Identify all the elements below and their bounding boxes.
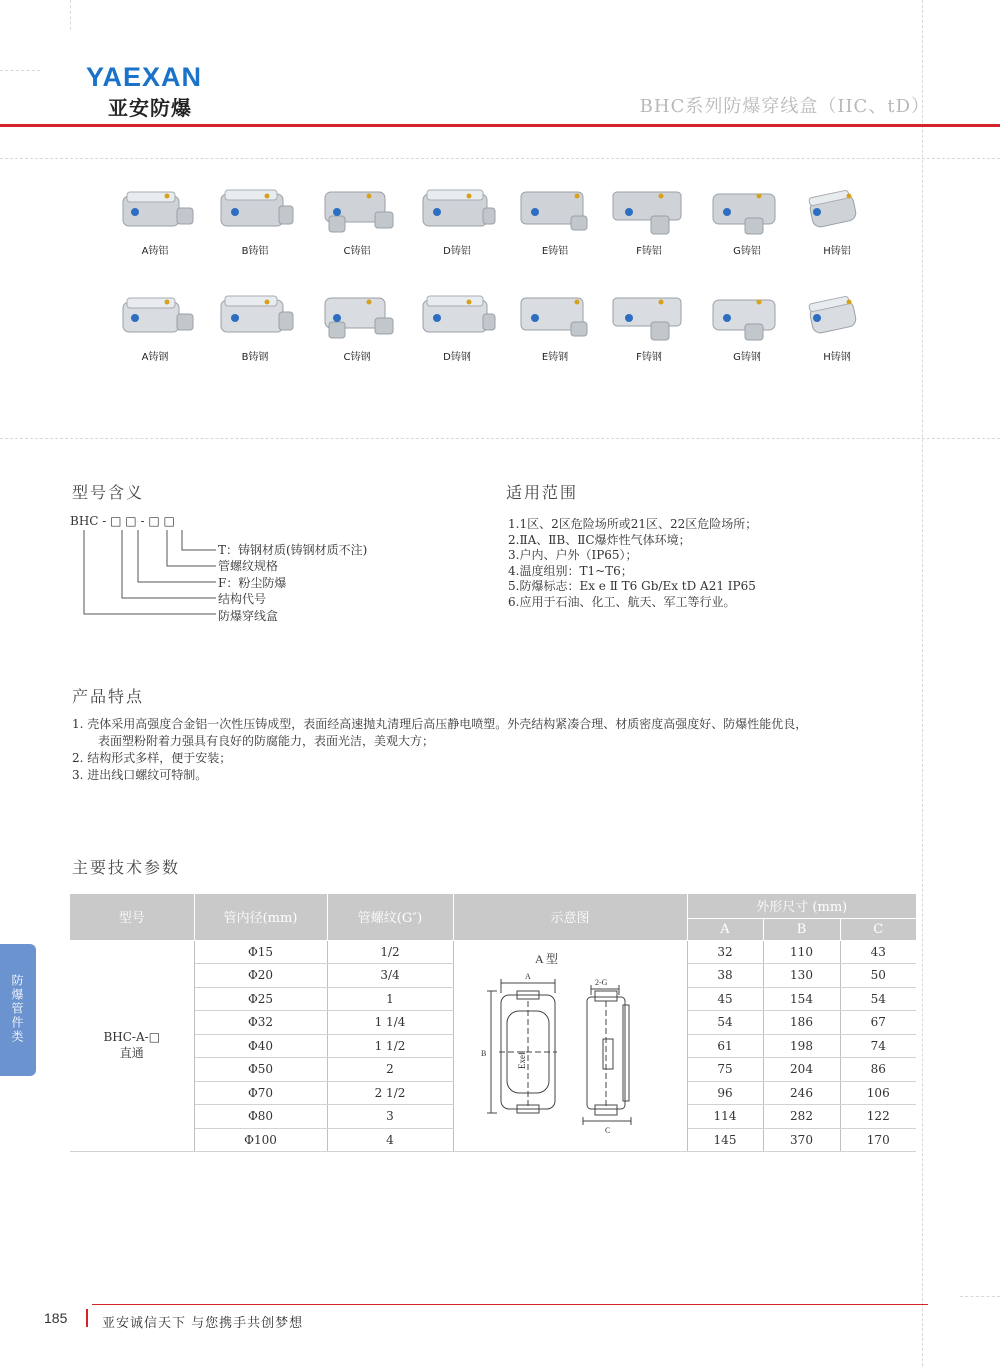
product-item bbox=[412, 182, 502, 257]
diagram-dim-b: B bbox=[481, 1048, 487, 1058]
cell-thread: 2 bbox=[327, 1058, 453, 1082]
footer-slogan: 亚安诚信天下 与您携手共创梦想 bbox=[102, 1316, 304, 1331]
product-label: F铸钢 bbox=[636, 352, 662, 363]
feature-item: 3. 进出线口螺纹可特制。 bbox=[72, 768, 208, 782]
category-label: 防爆管件类 bbox=[10, 974, 24, 1044]
product-item bbox=[312, 288, 402, 363]
guide-line bbox=[0, 158, 1000, 159]
product-photo bbox=[415, 182, 499, 238]
cell-thread: 1 1/2 bbox=[327, 1034, 453, 1058]
product-photo bbox=[795, 182, 879, 238]
features-title: 产品特点 bbox=[72, 687, 145, 706]
cell-thread: 3/4 bbox=[327, 964, 453, 988]
scope-item: 3.户内、户外（IP65）； bbox=[508, 548, 638, 562]
product-photo bbox=[705, 182, 789, 238]
scope-item: 6.应用于石油、化工、航天、军工等行业。 bbox=[508, 594, 736, 609]
scope-title: 适用范围 bbox=[506, 483, 579, 502]
product-label: C铸钢 bbox=[343, 352, 371, 363]
diagram-ex-mark: ExeⅡ bbox=[517, 1050, 527, 1069]
product-item bbox=[210, 182, 300, 257]
cell-dim-a: 38 bbox=[687, 964, 763, 988]
scope-item: 1.1区、2区危险场所或21区、22区危险场所； bbox=[508, 517, 758, 531]
product-item bbox=[604, 182, 694, 257]
product-photo bbox=[415, 288, 499, 344]
scope-item: 2.ⅡA、ⅡB、ⅡC爆炸性气体环境； bbox=[508, 532, 691, 547]
product-photo bbox=[607, 288, 691, 344]
cell-dim-c: 106 bbox=[840, 1081, 916, 1105]
header-dimensions: 外形尺寸 (mm) bbox=[687, 894, 916, 918]
brand-logo-cn: 亚安防爆 bbox=[108, 96, 192, 120]
guide-line bbox=[0, 438, 1000, 439]
cell-thread: 1 bbox=[327, 987, 453, 1011]
footer-divider bbox=[86, 1309, 88, 1327]
product-photo bbox=[513, 182, 597, 238]
cell-thread: 2 1/2 bbox=[327, 1081, 453, 1105]
product-label: A铸钢 bbox=[141, 352, 169, 363]
cell-dim-b: 370 bbox=[763, 1128, 840, 1152]
product-photo bbox=[513, 288, 597, 344]
model-name: BHC-A-□ bbox=[103, 1030, 161, 1045]
product-label: H铸铝 bbox=[823, 246, 851, 257]
cell-dim-b: 110 bbox=[763, 940, 840, 964]
product-photo bbox=[113, 288, 197, 344]
cell-dim-a: 145 bbox=[687, 1128, 763, 1152]
product-label: D铸钢 bbox=[443, 352, 471, 363]
product-photo bbox=[607, 182, 691, 238]
product-item bbox=[412, 288, 502, 363]
cell-inner-diameter: Φ50 bbox=[194, 1058, 327, 1082]
cell-dim-a: 45 bbox=[687, 987, 763, 1011]
product-label: D铸铝 bbox=[443, 246, 471, 257]
product-item bbox=[792, 288, 882, 363]
product-item bbox=[312, 182, 402, 257]
model-item: 管螺纹规格 bbox=[218, 559, 279, 574]
product-label: E铸铝 bbox=[541, 246, 569, 257]
header-model: 型号 bbox=[70, 894, 194, 940]
diagram-label: A 型 bbox=[535, 951, 559, 966]
product-item bbox=[702, 288, 792, 363]
cell-dim-c: 170 bbox=[840, 1128, 916, 1152]
model-meaning-title: 型号含义 bbox=[72, 483, 145, 502]
cell-dim-b: 204 bbox=[763, 1058, 840, 1082]
table-row bbox=[70, 940, 916, 964]
product-photo bbox=[213, 288, 297, 344]
product-item bbox=[110, 182, 200, 257]
feature-item: 表面塑粉附着力强具有良好的防腐能力，表面光洁，美观大方； bbox=[98, 734, 435, 748]
cell-dim-c: 50 bbox=[840, 964, 916, 988]
model-item: T：铸钢材质(铸钢材质不注) bbox=[218, 543, 368, 557]
cell-dim-c: 122 bbox=[840, 1105, 916, 1129]
specs-title: 主要技术参数 bbox=[72, 858, 181, 877]
diagram-dim-c: C bbox=[605, 1125, 611, 1135]
scope-list bbox=[508, 517, 757, 610]
cell-thread: 4 bbox=[327, 1128, 453, 1152]
feature-item: 2. 结构形式多样，便于安装； bbox=[72, 751, 232, 765]
cell-inner-diameter: Φ80 bbox=[194, 1105, 327, 1129]
cell-inner-diameter: Φ25 bbox=[194, 987, 327, 1011]
product-photo bbox=[795, 288, 879, 344]
page-number: 185 bbox=[44, 1310, 68, 1326]
product-item bbox=[510, 182, 600, 257]
a-type-drawing bbox=[455, 941, 685, 1141]
product-photo bbox=[315, 182, 399, 238]
diagram-cell bbox=[453, 940, 687, 1152]
features-list bbox=[72, 716, 807, 784]
cell-thread: 3 bbox=[327, 1105, 453, 1129]
cell-dim-c: 67 bbox=[840, 1011, 916, 1035]
guide-line bbox=[922, 0, 923, 1366]
specs-table bbox=[70, 894, 916, 1152]
product-label: E铸钢 bbox=[541, 352, 569, 363]
brand-logo-en: YAEXAN bbox=[86, 62, 203, 92]
page-title: BHC系列防爆穿线盒（IIC、tD） bbox=[639, 96, 930, 117]
scope-item: 5.防爆标志：Ex e Ⅱ T6 Gb/Ex tD A21 IP65 bbox=[508, 579, 756, 593]
model-item: 结构代号 bbox=[218, 592, 267, 607]
model-meaning-list bbox=[218, 542, 367, 624]
cell-thread: 1 1/4 bbox=[327, 1011, 453, 1035]
category-side-tab bbox=[0, 944, 36, 1076]
product-photo bbox=[213, 182, 297, 238]
header-diagram: 示意图 bbox=[453, 894, 687, 940]
product-label: G铸钢 bbox=[733, 352, 761, 363]
cell-dim-b: 282 bbox=[763, 1105, 840, 1129]
cell-inner-diameter: Φ32 bbox=[194, 1011, 327, 1035]
cell-inner-diameter: Φ100 bbox=[194, 1128, 327, 1152]
header-rule bbox=[0, 124, 1000, 127]
product-item bbox=[110, 288, 200, 363]
product-label: A铸铝 bbox=[141, 246, 169, 257]
feature-item: 1. 壳体采用高强度合金铝一次性压铸成型，表面经高速抛丸清理后高压静电喷塑。外壳结构紧凑合理、材质密度高强度好、防爆性能优良， bbox=[72, 717, 808, 731]
scope-item: 4.温度组别：T1~T6； bbox=[508, 563, 633, 578]
cell-dim-c: 54 bbox=[840, 987, 916, 1011]
product-item bbox=[210, 288, 300, 363]
cell-dim-b: 130 bbox=[763, 964, 840, 988]
header-inner-diameter: 管内径(mm) bbox=[194, 894, 327, 940]
cell-dim-c: 74 bbox=[840, 1034, 916, 1058]
product-photo bbox=[315, 288, 399, 344]
cell-dim-c: 43 bbox=[840, 940, 916, 964]
header-dim-b: B bbox=[763, 918, 840, 940]
footer-rule bbox=[92, 1304, 928, 1305]
model-cell bbox=[70, 940, 194, 1152]
cell-inner-diameter: Φ70 bbox=[194, 1081, 327, 1105]
cell-dim-c: 86 bbox=[840, 1058, 916, 1082]
header-dim-c: C bbox=[840, 918, 916, 940]
model-subtype: 直通 bbox=[119, 1046, 144, 1061]
product-item bbox=[792, 182, 882, 257]
product-photo bbox=[113, 182, 197, 238]
product-label: B铸钢 bbox=[241, 352, 269, 363]
product-label: F铸铝 bbox=[636, 246, 662, 257]
header-thread: 管螺纹(G″) bbox=[327, 894, 453, 940]
cell-dim-b: 198 bbox=[763, 1034, 840, 1058]
diagram-dim-a: A bbox=[525, 971, 531, 981]
cell-dim-a: 75 bbox=[687, 1058, 763, 1082]
product-item bbox=[604, 288, 694, 363]
product-photo bbox=[705, 288, 789, 344]
model-code-leader-lines bbox=[70, 528, 220, 624]
crop-mark bbox=[0, 70, 40, 71]
model-item: F：粉尘防爆 bbox=[218, 575, 287, 590]
specs-table-body bbox=[70, 940, 916, 1152]
cell-thread: 1/2 bbox=[327, 940, 453, 964]
model-code: BHC - □ □ - □ □ bbox=[70, 514, 175, 528]
cell-dim-b: 186 bbox=[763, 1011, 840, 1035]
product-item bbox=[702, 182, 792, 257]
cell-dim-a: 96 bbox=[687, 1081, 763, 1105]
product-label: C铸铝 bbox=[343, 246, 371, 257]
product-label: H铸钢 bbox=[823, 352, 851, 363]
crop-mark bbox=[960, 1296, 1000, 1297]
crop-mark bbox=[70, 0, 71, 30]
product-item bbox=[510, 288, 600, 363]
header-dim-a: A bbox=[687, 918, 763, 940]
cell-inner-diameter: Φ40 bbox=[194, 1034, 327, 1058]
cell-dim-a: 32 bbox=[687, 940, 763, 964]
cell-dim-b: 154 bbox=[763, 987, 840, 1011]
product-label: B铸铝 bbox=[241, 246, 269, 257]
cell-dim-a: 54 bbox=[687, 1011, 763, 1035]
cell-inner-diameter: Φ20 bbox=[194, 964, 327, 988]
cell-dim-a: 61 bbox=[687, 1034, 763, 1058]
product-label: G铸铝 bbox=[733, 246, 761, 257]
cell-inner-diameter: Φ15 bbox=[194, 940, 327, 964]
diagram-dim-g: 2-G bbox=[595, 977, 608, 987]
model-item: 防爆穿线盒 bbox=[218, 608, 279, 623]
cell-dim-b: 246 bbox=[763, 1081, 840, 1105]
cell-dim-a: 114 bbox=[687, 1105, 763, 1129]
